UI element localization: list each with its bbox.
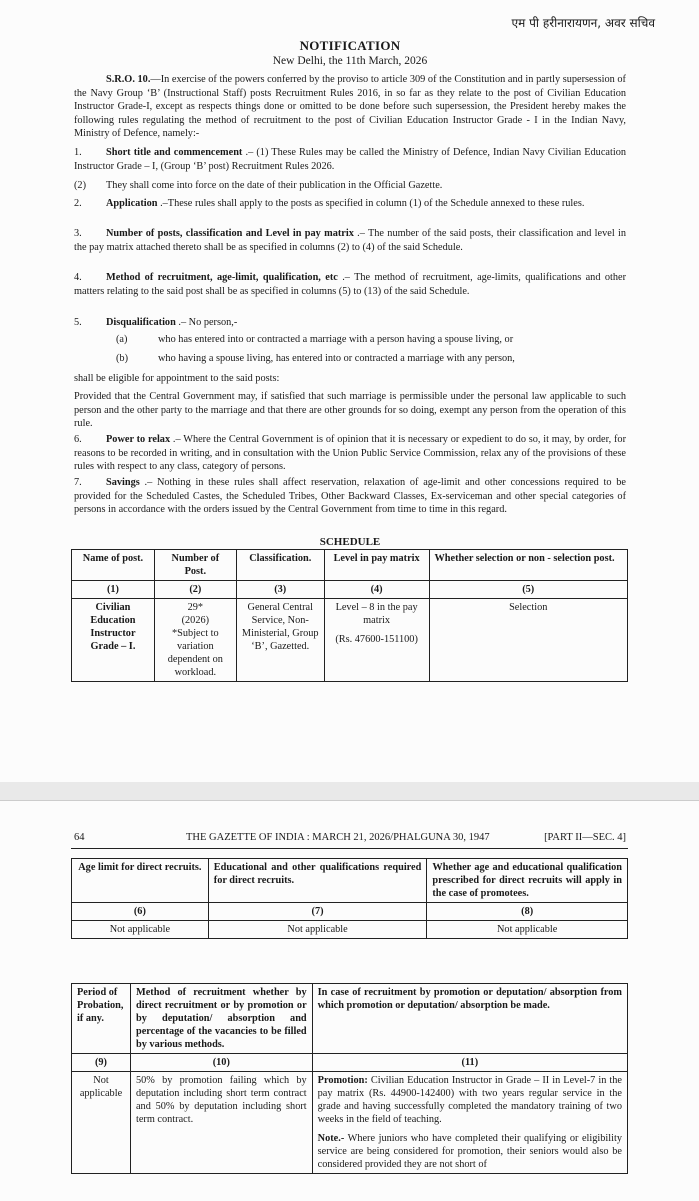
post-count bbox=[154, 599, 236, 682]
rule-number: (2) bbox=[74, 180, 87, 191]
column-header: Period of Probation, if any. bbox=[72, 984, 131, 1054]
rule-number: 7. bbox=[74, 477, 82, 488]
page-title: NOTIFICATION bbox=[299, 38, 401, 53]
rule-text: .– Where the Central Government is of opinion that it is necessary or expedient to do so, it may, by order, for reasons to be recorded in writing, and in consultation with the Union Public Service Commission, relax any of the provisions of these rules with respect to any class, category of persons. bbox=[74, 434, 626, 472]
post-count-year: (2026) bbox=[181, 615, 210, 626]
page-number: 64 bbox=[74, 832, 85, 843]
note-text: Where juniors who have completed their qualifying or eligibility service are being considered for promotion, their seniors would also be considered provided they are not short of bbox=[317, 1133, 622, 1170]
gazette-part: [PART II—SEC. 4] bbox=[544, 832, 626, 843]
recruitment-method: 50% by promotion failing which by deputation including short term contract and 50% by deputation including short term contract. bbox=[130, 1072, 312, 1174]
rule-6 bbox=[74, 433, 626, 474]
rule-text: .– Nothing in these rules shall affect reservation, relaxation of age-limit and other concessions required to be provided for the Scheduled Castes, the Scheduled Tribes, Other Backward Classes, Ex-serviceman and other special categories of persons in accordance with the orders issued by the Central Government from time to time in this regard. bbox=[74, 477, 626, 515]
rule-text: .– The number of the said posts, their classification and level in the pay matrix attached thereto shall be as specified in columns (2) to (4) of the said Schedule. bbox=[74, 228, 626, 253]
column-header: Classification. bbox=[236, 550, 324, 581]
table-cell: Not applicable bbox=[208, 921, 427, 939]
column-header: Age limit for direct recruits. bbox=[72, 859, 209, 903]
clause-label: (a) bbox=[116, 334, 128, 345]
gazette-title: THE GAZETTE OF INDIA : MARCH 21, 2026/PHALGUNA 30, 1947 bbox=[186, 832, 490, 843]
rule-heading: Application bbox=[106, 198, 158, 209]
column-number: (7) bbox=[208, 903, 427, 921]
table-header-row bbox=[72, 984, 628, 1054]
header-rule bbox=[71, 848, 628, 849]
table-row bbox=[72, 1072, 628, 1174]
rule-2 bbox=[74, 197, 626, 211]
column-number: (8) bbox=[427, 903, 628, 921]
column-number: (5) bbox=[429, 581, 628, 599]
column-number: (4) bbox=[324, 581, 429, 599]
classification: General Central Service, Non-Ministerial, Group ‘B’, Gazetted. bbox=[236, 599, 324, 682]
rule-4 bbox=[74, 271, 626, 298]
rule-text: .– The method of recruitment, age-limits, qualifications and other matters relating to the said post shall be as specified in columns (5) to (13) of the said Schedule. bbox=[74, 272, 626, 297]
column-number-row bbox=[72, 903, 628, 921]
rule-number: 6. bbox=[74, 434, 82, 445]
selection-type: Selection bbox=[429, 599, 628, 682]
table-header-row bbox=[72, 859, 628, 903]
schedule-table-cont-2 bbox=[71, 983, 628, 1174]
column-number: (6) bbox=[72, 903, 209, 921]
table-cell: Not applicable bbox=[72, 921, 209, 939]
column-header: Level in pay matrix bbox=[324, 550, 429, 581]
rule-number: 4. bbox=[74, 272, 82, 283]
table-row bbox=[72, 921, 628, 939]
rule-number: 3. bbox=[74, 228, 82, 239]
rule-text: They shall come into force on the date of their publication in the Official Gazette. bbox=[106, 180, 443, 191]
clause-text: who has entered into or contracted a marriage with a person having a spouse living, or bbox=[158, 334, 514, 345]
rule-heading: Number of posts, classification and Level in pay matrix bbox=[106, 228, 354, 239]
column-header: Number of Post. bbox=[154, 550, 236, 581]
promotion-source bbox=[312, 1072, 627, 1174]
schedule-title: SCHEDULE bbox=[319, 536, 381, 548]
rule-1 bbox=[74, 146, 626, 173]
column-header: Whether age and educational qualification prescribed for direct recruits will apply in the case of promotees. bbox=[427, 859, 628, 903]
rule-heading: Savings bbox=[106, 477, 140, 488]
column-number: (3) bbox=[236, 581, 324, 599]
promotion-label: Promotion: bbox=[317, 1075, 368, 1086]
rule-heading: Short title and commencement bbox=[106, 147, 243, 158]
column-number: (9) bbox=[72, 1054, 131, 1072]
rule-3 bbox=[74, 227, 626, 254]
probation-period: Not applicable bbox=[72, 1072, 131, 1174]
rule-number: 5. bbox=[74, 317, 82, 328]
column-number: (11) bbox=[312, 1054, 627, 1072]
rule-7 bbox=[74, 476, 626, 517]
eligible-line: shall be eligible for appointment to the said posts: bbox=[74, 373, 280, 384]
column-number: (1) bbox=[72, 581, 155, 599]
table-cell: Not applicable bbox=[427, 921, 628, 939]
rule-text: .– (1) These Rules may be called the Ministry of Defence, Indian Navy Civilian Education Instructor Grade – I, (Group ‘B’ post) Recruitment Rules 2026. bbox=[74, 147, 626, 172]
hindi-signature: एम पी हरीनारायणन, अवर सचिव bbox=[511, 16, 655, 30]
page-separator bbox=[0, 782, 699, 800]
proviso-paragraph: Provided that the Central Government may, if satisfied that such marriage is permissible under the personal law applicable to such person and the other party to the marriage and that there are other grounds for so doing, exempt any person from the operation of this rule. bbox=[74, 391, 626, 429]
column-number: (2) bbox=[154, 581, 236, 599]
intro-text: —In exercise of the powers conferred by the proviso to article 309 of the Constitution and in partly supersession of the Navy Group ‘B’ (Instructional Staff) posts Recruitment Rules 2016, in so far as they relate to the post of Civilian Education Instructor Grade-I, except as respects things done or omitted to be done before such supersession, the President hereby makes the following rules regulating the method of recruitment to the post of Civilian Education Instructor Grade - I in the Indian Navy, Ministry of Defence, namely:- bbox=[74, 74, 626, 139]
sro-number: S.R.O. 10. bbox=[106, 74, 151, 85]
column-number-row bbox=[72, 581, 628, 599]
clause-text: who having a spouse living, has entered into or contracted a marriage with any person, bbox=[158, 353, 515, 364]
column-number: (10) bbox=[130, 1054, 312, 1072]
rule-text: .–These rules shall apply to the posts as specified in column (1) of the Schedule annexed to these rules. bbox=[157, 198, 585, 209]
pay-level bbox=[324, 599, 429, 682]
rule-text: .– No person,- bbox=[175, 317, 238, 328]
pay-level-text: Level – 8 in the pay matrix bbox=[335, 602, 418, 626]
column-header: Educational and other qualifications required for direct recruits. bbox=[208, 859, 427, 903]
column-header: Method of recruitment whether by direct recruitment or by promotion or by deputation/ absorption and percentage of the vacancies to be filled by various methods. bbox=[130, 984, 312, 1054]
rule-number: 2. bbox=[74, 198, 82, 209]
notification-date: New Delhi, the 11th March, 2026 bbox=[272, 55, 428, 67]
post-name: Civilian Education Instructor Grade – I. bbox=[72, 599, 155, 682]
pay-range: (Rs. 47600-151100) bbox=[335, 634, 418, 645]
column-number-row bbox=[72, 1054, 628, 1072]
promotion-text: Civilian Education Instructor in Grade – II in Level-7 in the pay matrix (Rs. 44900-142400) with two years regular service in the grade and having successfully completed the mandatory training of two weeks in the field of teaching. bbox=[317, 1075, 622, 1125]
rule-5 bbox=[74, 316, 626, 330]
schedule-table-cont-1 bbox=[71, 858, 628, 939]
clause-label: (b) bbox=[116, 353, 129, 364]
column-header: Whether selection or non - selection post. bbox=[429, 550, 628, 581]
intro-paragraph bbox=[74, 73, 626, 141]
rule-heading: Disqualification bbox=[106, 317, 176, 328]
rule-1-2 bbox=[74, 179, 626, 193]
note-label: Note.- bbox=[317, 1133, 345, 1144]
post-count-value: 29* bbox=[187, 602, 204, 613]
table-row bbox=[72, 599, 628, 682]
table-header-row bbox=[72, 550, 628, 581]
column-header: Name of post. bbox=[72, 550, 155, 581]
column-header: In case of recruitment by promotion or deputation/ absorption from which promotion or deputation/ absorption be made. bbox=[312, 984, 627, 1054]
schedule-table bbox=[71, 549, 628, 682]
rule-number: 1. bbox=[74, 147, 82, 158]
rule-heading: Power to relax bbox=[106, 434, 171, 445]
rule-heading: Method of recruitment, age-limit, qualification, etc bbox=[106, 272, 338, 283]
post-count-note: *Subject to variation dependent on workload. bbox=[167, 628, 223, 678]
